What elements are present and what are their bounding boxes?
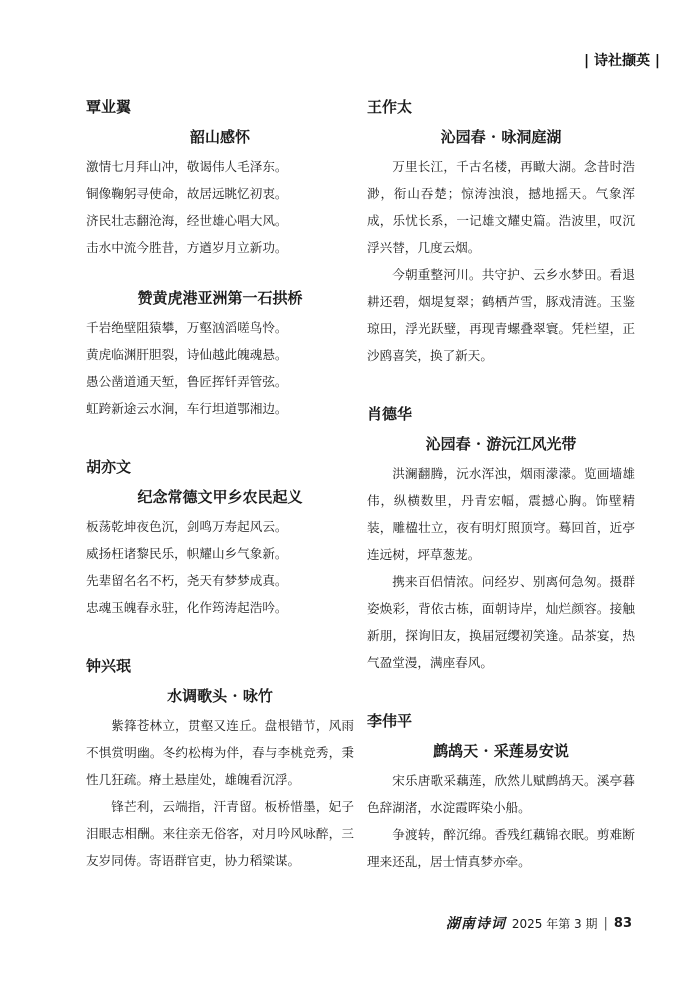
- poem-line: 忠魂玉魄春永驻，化作筠涛起浩吟。: [86, 600, 288, 615]
- poem: [367, 403, 635, 676]
- poem-line: 威扬枉诸黎民乐，帜耀山乡气象新。: [86, 546, 288, 561]
- poem-title: 赞黄虎港亚洲第一石拱桥: [137, 289, 303, 307]
- poem: [86, 96, 354, 261]
- poem-title: 水调歌头 · 咏竹: [167, 687, 273, 705]
- poem-paragraph: 争渡转，醉沉绵。香残红藕锦衣眠。剪难断理来还乱，居士情真梦亦牵。: [367, 827, 635, 869]
- poem: [86, 655, 354, 874]
- poem-line: 铜像鞠躬寻使命，故居远眺忆初衷。: [86, 186, 288, 201]
- poem-line: 虹跨新途云水涧，车行坦道鄂湘边。: [86, 401, 288, 416]
- page-footer: [446, 913, 632, 933]
- right-column: [367, 96, 635, 909]
- poem-line: 击水中流今胜昔，方遒岁月立新功。: [86, 240, 288, 255]
- poem-paragraph: 紫箨苍林立，贯壑又连丘。盘根错节，风雨不惧赏明幽。冬约松梅为伴，春与李桃竞秀，秉性几狂疏。瘠土悬崖处，雄魄看沉浮。: [86, 718, 354, 787]
- poem-line: 愚公凿道通天堑，鲁匠挥钎弄管弦。: [86, 374, 288, 389]
- poem-paragraph: 锋芒利，云端指，汗青留。板桥惜墨，妃子泪眼志相酬。来往亲无俗客，对月吟风咏醉，三友岁同俦。寄语群官吏，协力稻粱谋。: [86, 799, 354, 868]
- left-column: [86, 96, 354, 908]
- poem: [367, 710, 635, 875]
- poem-line: 黄虎临渊肝胆裂，诗仙越此魄魂悬。: [86, 347, 288, 362]
- poem-paragraph: 洪澜翻腾，沅水浑浊，烟雨濛濛。览画墙雄伟，纵横数里，丹青宏幅，震撼心胸。饰壁精装，雕楹壮立，夜有明灯照顶穹。蓦回首，近亭连远树，坪草葱茏。: [367, 466, 635, 562]
- poem: [86, 287, 354, 422]
- poem-title: 鹧鸪天 · 采莲易安说: [433, 742, 569, 760]
- poem: [86, 456, 354, 621]
- journal-name: 湖南诗词: [445, 916, 506, 932]
- poem-author: 王作太: [367, 98, 413, 116]
- poem-author: 李伟平: [367, 712, 413, 730]
- poem-paragraph: 宋乐唐歌采藕莲，欣然儿赋鹧鸪天。溪亭暮色辞湖渚，水淀霞晖染小船。: [367, 773, 635, 815]
- poem-title: 韶山感怀: [189, 128, 250, 146]
- footer-separator: |: [603, 915, 608, 931]
- poem-line: 板荡乾坤夜色沉，剑鸣万寿起风云。: [86, 519, 288, 534]
- poem-author: 肖德华: [367, 405, 413, 423]
- poem-paragraph: 携来百侣情浓。问经岁、别离何急匆。摄群姿焕彩，背依古栋，面朝诗岸，灿烂颜容。接触新朋，探询旧友，换届冠缨初笑逢。品茶宴，热气盈堂漫，满座春风。: [367, 574, 635, 670]
- poem-paragraph: 今朝重整河川。共守护、云乡水梦田。看退耕还碧，烟堤复翠；鹤栖芦雪，豚戏清涟。玉鉴琼田，浮光跃璧，再现青螺叠翠寰。凭栏望，正沙鸥喜笑，换了新天。: [367, 267, 635, 363]
- poem-title: 沁园春 · 咏洞庭湖: [440, 128, 562, 146]
- poem-line: 济民壮志翻沧海，经世雄心唱大风。: [86, 213, 288, 228]
- poem-title: 纪念常德文甲乡农民起义: [137, 488, 303, 506]
- poem-line: 千岩绝壁阻猿攀，万壑汹滔嗟鸟怜。: [86, 320, 288, 335]
- poem-author: 钟兴珉: [86, 657, 132, 675]
- poem-author: 覃业翼: [86, 98, 132, 116]
- poem-title: 沁园春 · 游沅江风光带: [425, 435, 577, 453]
- page-number: 83: [613, 915, 632, 931]
- poem: [367, 96, 635, 369]
- poem-paragraph: 万里长江，千古名楼，再瞰大湖。念昔时浩渺，衔山吞楚；惊涛浊浪，撼地摇天。气象浑成，乐忧长系，一记雄文耀史篇。浩波里，叹沉浮兴替，几度云烟。: [367, 159, 635, 255]
- poem-author: 胡亦文: [86, 458, 132, 476]
- poem-line: 先辈留名名不朽，尧天有梦梦成真。: [86, 573, 288, 588]
- poem-line: 激情七月拜山冲，敬谒伟人毛泽东。: [86, 159, 288, 174]
- issue-label: 2025 年第 3 期: [511, 916, 598, 931]
- section-tag: | 诗社撷英 |: [584, 53, 660, 69]
